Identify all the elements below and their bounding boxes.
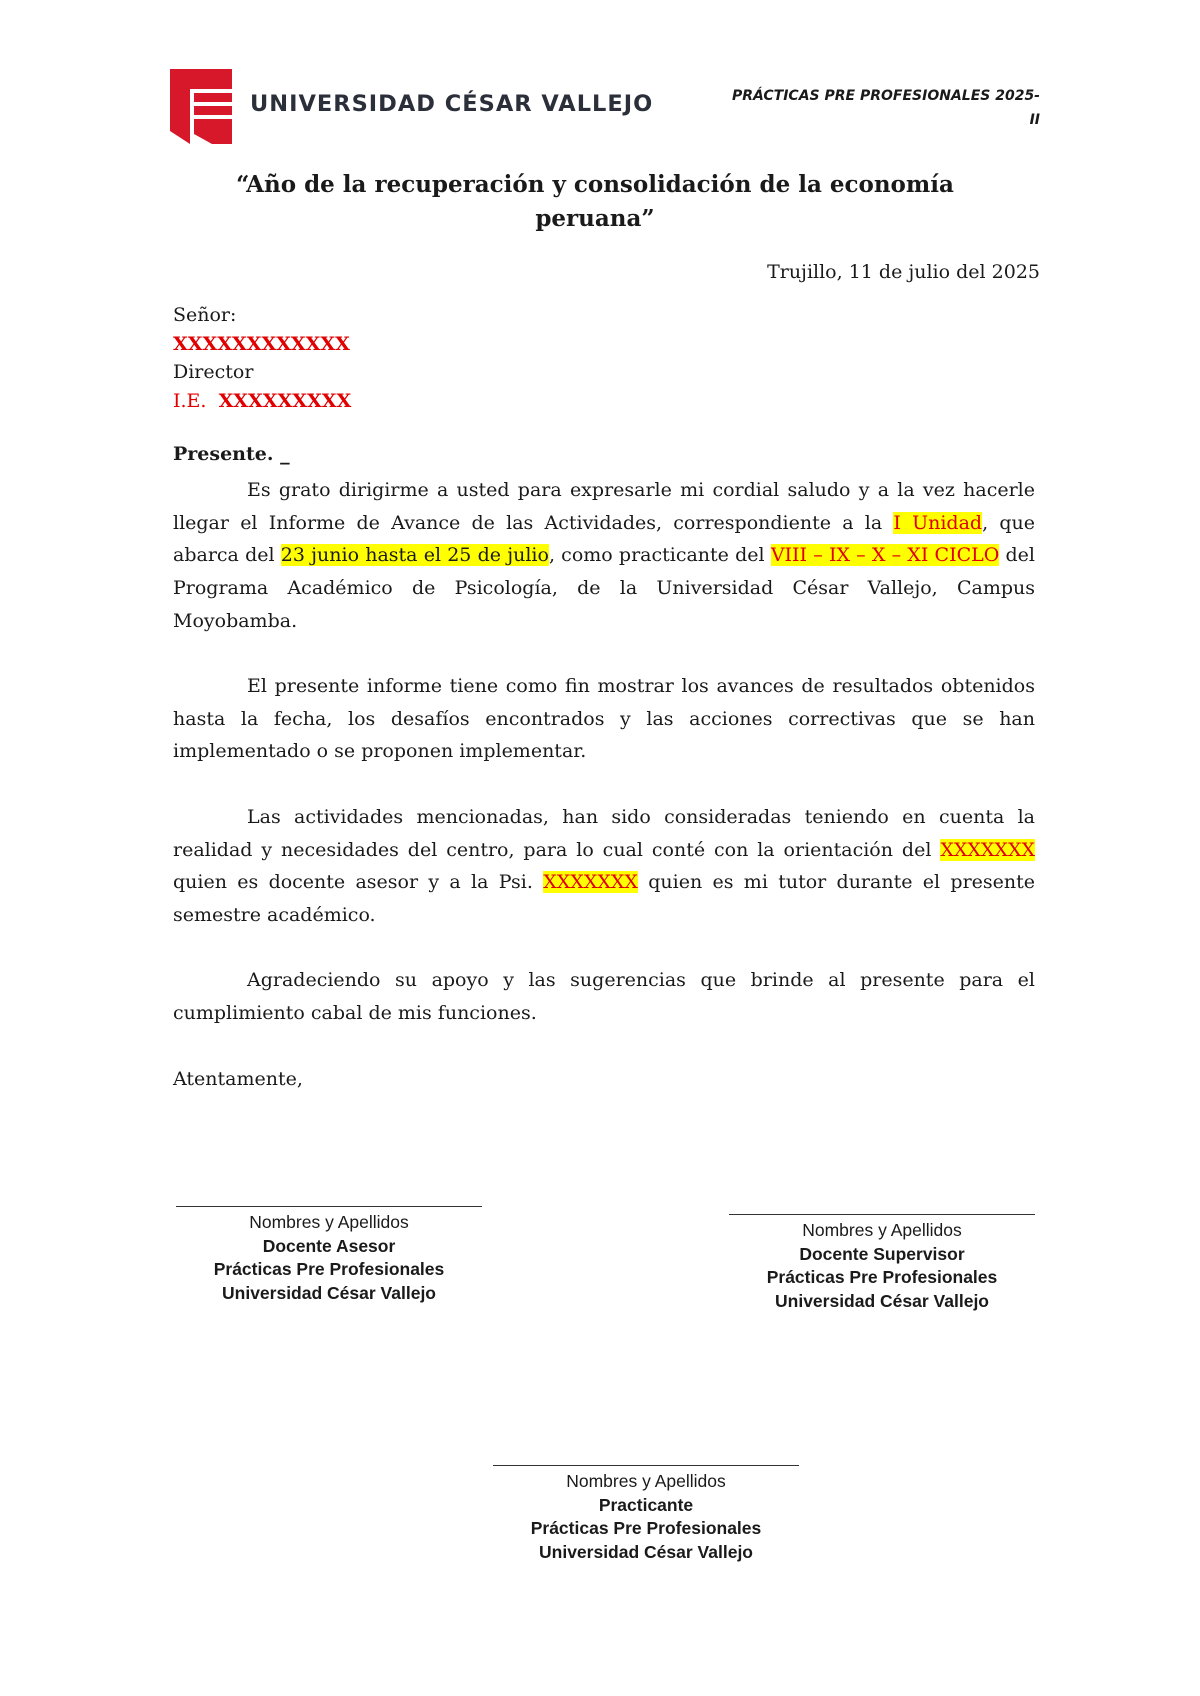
paragraph-activities bbox=[173, 801, 1035, 932]
period-highlight: 23 junio hasta el 25 de julio bbox=[280, 544, 549, 567]
recipient-name: XXXXXXXXXXXX bbox=[173, 332, 350, 355]
p3-text-c: quien es mi tutor durante el presente semestre académico. bbox=[173, 871, 1036, 927]
presente-heading: Presente. _ bbox=[173, 443, 290, 465]
institution-name: XXXXXXXXX bbox=[218, 389, 352, 412]
tutor-highlight: XXXXXXX bbox=[543, 871, 638, 894]
unit-highlight: I Unidad bbox=[893, 511, 983, 534]
year-title bbox=[150, 168, 1040, 236]
signature-name: Nombres y Apellidos bbox=[249, 1212, 409, 1232]
letter-date: Trujillo, 11 de julio del 2025 bbox=[767, 261, 1040, 283]
p1-text-a: Es grato dirigirme a usted para expresarle mi cordial saludo y a la vez hacerle llegar el Informe de Avance de las Actividades, correspondiente a la bbox=[173, 479, 1035, 534]
paragraph-purpose: El presente informe tiene como fin mostrar los avances de resultados obtenidos hasta la fecha, los desafíos encontrados y las acciones correctivas que se han implementado o se proponen implementar. bbox=[173, 675, 1035, 763]
recipient-block bbox=[173, 301, 773, 415]
p3-text-a: Las actividades mencionadas, han sido consideradas teniendo en cuenta la realidad y necesidades del centro, para lo cual conté con la orientación del bbox=[173, 806, 1035, 861]
signature-practicante bbox=[493, 1465, 799, 1564]
recipient-salutation: Señor: bbox=[173, 304, 237, 326]
paragraph-intro bbox=[173, 474, 1035, 638]
p3-text-b: quien es docente asesor y a la Psi. bbox=[173, 871, 544, 894]
signature-program: Prácticas Pre Profesionales bbox=[213, 1259, 445, 1279]
p1-text-c: , como practicante del bbox=[548, 544, 771, 567]
cycles-highlight: VIII – IX – X – XI CICLO bbox=[770, 544, 1000, 567]
signature-program: Prácticas Pre Profesionales bbox=[766, 1267, 998, 1287]
signature-role: Docente Asesor bbox=[262, 1235, 396, 1256]
signature-role: Docente Supervisor bbox=[799, 1243, 965, 1264]
university-logo bbox=[170, 67, 654, 147]
p1-text-d: del Programa Académico de Psicología, de la Universidad César Vallejo, Campus Moyobamba. bbox=[173, 544, 1035, 632]
advisor-highlight: XXXXXXX bbox=[940, 838, 1035, 861]
institution-prefix: I.E. bbox=[173, 389, 207, 412]
signature-role: Practicante bbox=[598, 1494, 694, 1515]
signature-docente-supervisor bbox=[729, 1214, 1035, 1313]
header-practice-line1: PRÁCTICAS PRE PROFESIONALES 2025- bbox=[731, 88, 1040, 104]
signature-name: Nombres y Apellidos bbox=[802, 1220, 962, 1240]
university-name: UNIVERSIDAD CÉSAR VALLEJO bbox=[250, 91, 654, 117]
header-practice-line2: II bbox=[1029, 112, 1040, 128]
closing-text: Atentamente, bbox=[173, 1068, 303, 1090]
signature-university: Universidad César Vallejo bbox=[539, 1541, 753, 1562]
ucv-logo-icon bbox=[170, 69, 232, 144]
recipient-role: Director bbox=[173, 361, 254, 383]
signature-university: Universidad César Vallejo bbox=[222, 1282, 436, 1303]
paragraph-thanks: Agradeciendo su apoyo y las sugerencias que brinde al presente para el cumplimiento cabal de mis funciones. bbox=[173, 969, 1035, 1024]
signature-name: Nombres y Apellidos bbox=[566, 1471, 726, 1491]
recipient-institution bbox=[173, 387, 773, 416]
year-title-line2: peruana” bbox=[535, 205, 655, 232]
year-title-line1: “Año de la recuperación y consolidación de la economía bbox=[236, 171, 954, 198]
signature-docente-asesor bbox=[176, 1206, 482, 1305]
signature-program: Prácticas Pre Profesionales bbox=[530, 1518, 762, 1538]
p1-text-b: , que abarca del bbox=[173, 511, 1035, 567]
header-practice-label bbox=[720, 84, 1040, 132]
signature-university: Universidad César Vallejo bbox=[775, 1290, 989, 1311]
